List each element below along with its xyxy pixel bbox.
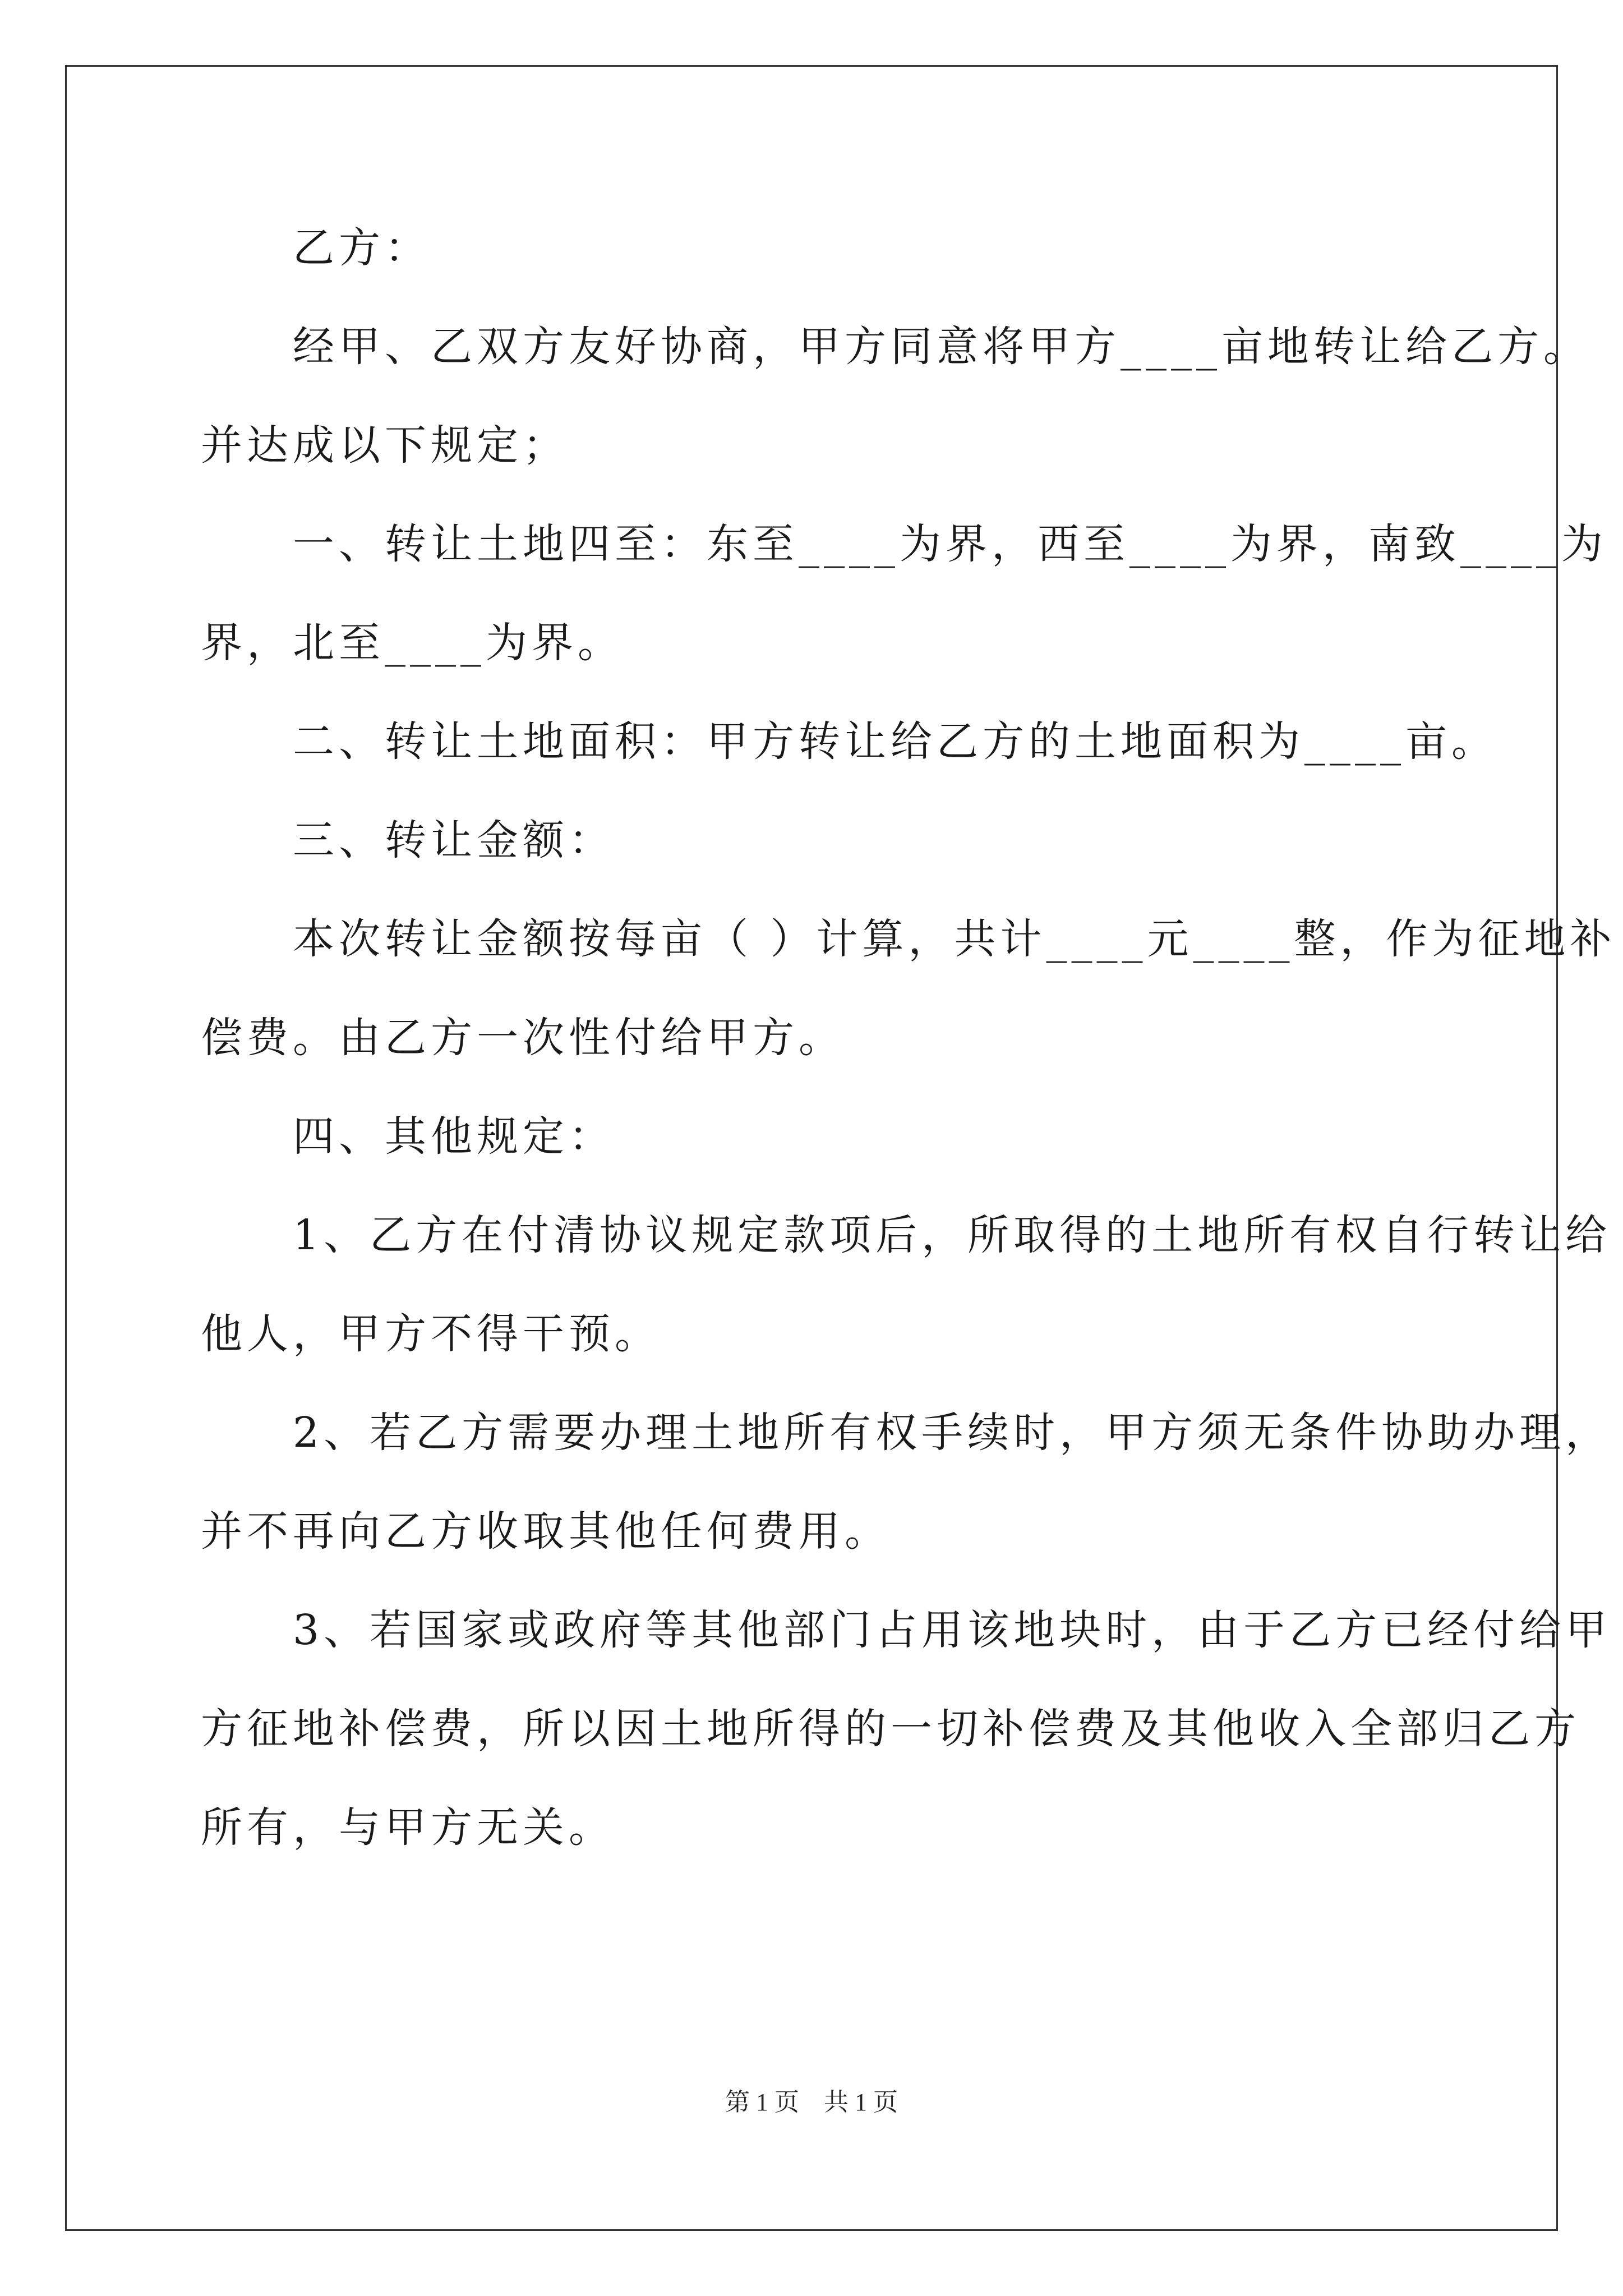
line-intro: 经甲、乙双方友好协商，甲方同意将甲方____亩地转让给乙方。 <box>201 323 1589 371</box>
line-item-3: 3、若国家或政府等其他部门占用该地块时，由于乙方已经付给甲 <box>201 1606 1612 1654</box>
line-item-3-end: 所有，与甲方无关。 <box>201 1803 615 1852</box>
line-clause-1: 一、转让土地四至：东至____为界，西至____为界，南致____为 <box>201 520 1607 568</box>
line-intro-cont: 并达成以下规定； <box>201 421 569 470</box>
line-clause-2: 二、转让土地面积：甲方转让给乙方的土地面积为____亩。 <box>201 717 1497 766</box>
line-party-b: 乙方： <box>201 224 431 272</box>
line-item-3-cont: 方征地补偿费，所以因土地所得的一切补偿费及其他收入全部归乙方 <box>201 1705 1580 1753</box>
line-clause-3-heading: 三、转让金额： <box>201 816 615 864</box>
line-clause-4-heading: 四、其他规定： <box>201 1112 615 1161</box>
line-clause-1-cont: 界，北至____为界。 <box>201 619 624 667</box>
page-number: 第 1 页 共 1 页 <box>725 2088 898 2116</box>
line-item-2: 2、若乙方需要办理土地所有权手续时，甲方须无条件协助办理， <box>201 1409 1612 1457</box>
line-clause-3: 本次转让金额按每亩（ ）计算，共计____元____整，作为征地补 <box>201 915 1616 963</box>
line-item-1: 1、乙方在付清协议规定款项后，所取得的土地所有权自行转让给 <box>201 1211 1612 1259</box>
line-clause-3-cont: 偿费。由乙方一次性付给甲方。 <box>201 1014 845 1062</box>
line-item-2-cont: 并不再向乙方收取其他任何费用。 <box>201 1507 891 1556</box>
line-item-1-cont: 他人，甲方不得干预。 <box>201 1310 661 1358</box>
